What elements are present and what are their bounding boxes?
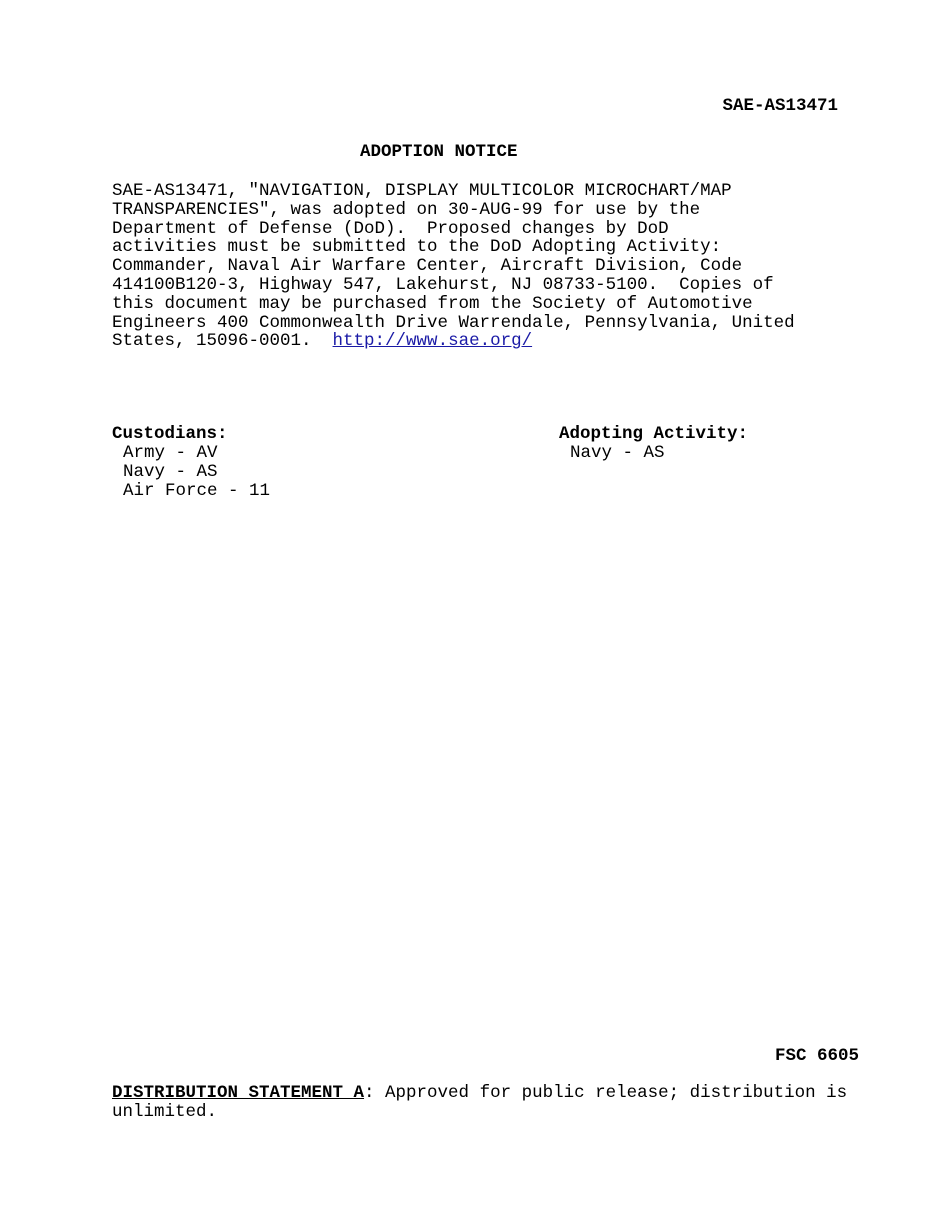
custodian-item: Air Force - 11 xyxy=(123,480,271,501)
paragraph-line: Department of Defense (DoD). Proposed changes by DoD xyxy=(112,218,669,239)
paragraph-line: SAE-AS13471, "NAVIGATION, DISPLAY MULTICOLOR MICROCHART/MAP xyxy=(112,181,732,201)
fsc-code: FSC 6605 xyxy=(774,1046,859,1066)
paragraph-line-text: States, 15096-0001. xyxy=(112,331,333,352)
custodians-heading: Custodians: xyxy=(112,424,228,444)
adopting-activity-block xyxy=(559,425,748,463)
paragraph-line: TRANSPARENCIES", was adopted on 30-AUG-99 for use by the xyxy=(112,199,701,220)
document-id: SAE-AS13471 xyxy=(722,96,838,116)
paragraph-line xyxy=(112,332,872,351)
paragraph-line: Engineers 400 Commonwealth Drive Warrendale, Pennsylvania, United xyxy=(112,312,795,333)
adopting-activity-heading: Adopting Activity: xyxy=(559,424,749,444)
page-title: ADOPTION NOTICE xyxy=(360,142,518,162)
paragraph-line: 414100B120-3, Highway 547, Lakehurst, NJ 08733-5100. Copies of xyxy=(112,274,774,295)
sae-website-link[interactable]: http://www.sae.org/ xyxy=(332,331,533,352)
adoption-paragraph xyxy=(112,182,872,351)
distribution-label: DISTRIBUTION STATEMENT A xyxy=(112,1083,365,1103)
paragraph-line: this document may be purchased from the Society of Automotive xyxy=(112,293,753,314)
paragraph-line: Commander, Naval Air Warfare Center, Aircraft Division, Code xyxy=(112,256,743,277)
custodian-item: Navy - AS xyxy=(123,461,218,482)
custodian-item: Army - AV xyxy=(123,443,218,463)
paragraph-line: activities must be submitted to the DoD Adopting Activity: xyxy=(112,237,722,258)
distribution-statement xyxy=(112,1084,872,1122)
adopting-activity-item: Navy - AS xyxy=(570,443,665,463)
distribution-text: : Approved for public release; distribution is unlimited. xyxy=(112,1083,848,1122)
custodians-block xyxy=(112,425,270,500)
